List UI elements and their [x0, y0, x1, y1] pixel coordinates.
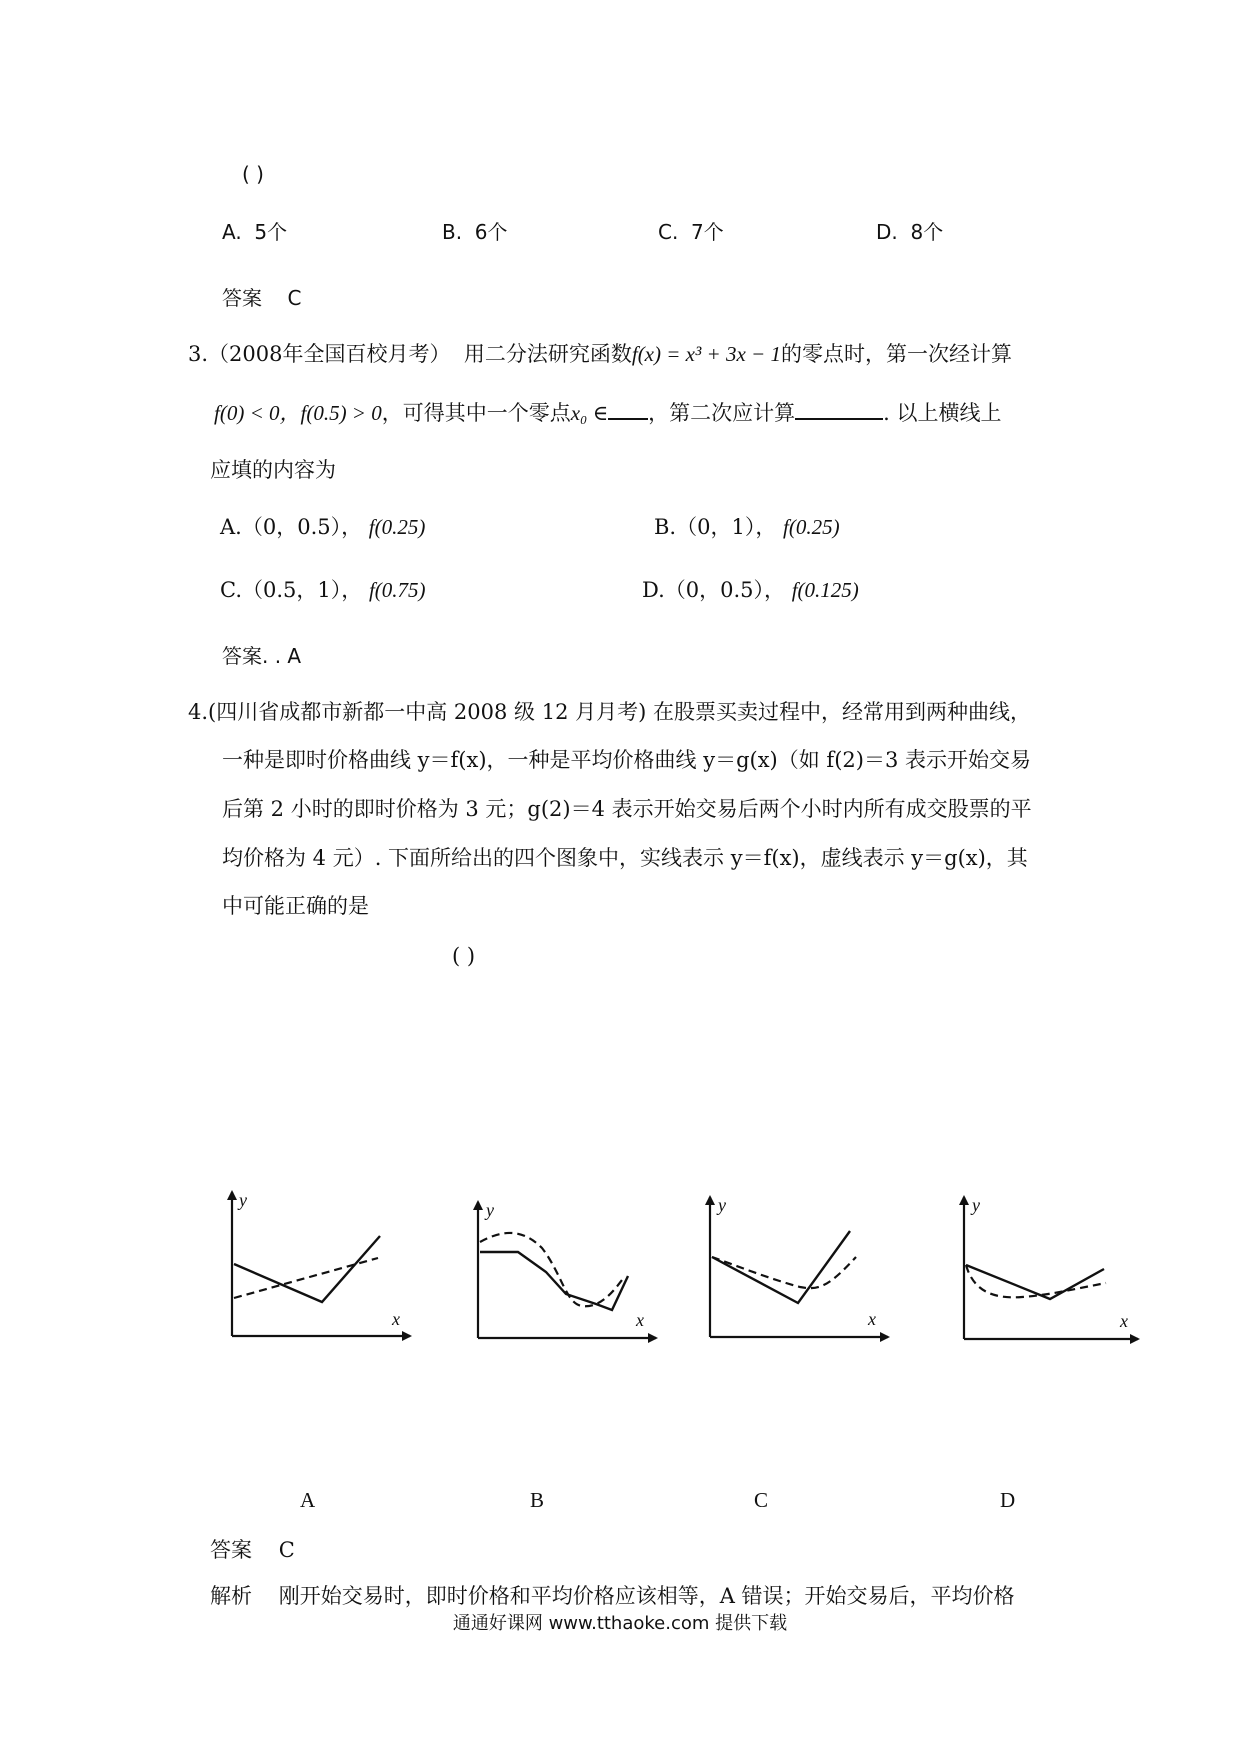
- q3-second-calc: ，第二次应计算: [648, 401, 796, 425]
- option-letter: A.: [220, 515, 242, 539]
- q2-answer-paren: ( ): [242, 162, 264, 186]
- instant-price-curve: [966, 1265, 1104, 1299]
- graph-b-label: B: [530, 1488, 545, 1512]
- q3-intro: 用二分法研究函数: [463, 342, 632, 366]
- q3-end-text: . 以上横线上: [883, 401, 1002, 425]
- analysis-text: 刚开始交易时，即时价格和平均价格应该相等，A 错误；开始交易后，平均价格: [278, 1584, 1015, 1608]
- graph-d-label: D: [1000, 1488, 1016, 1512]
- instant-price-curve: [234, 1236, 380, 1302]
- question-source: （2008年全国百校月考）: [208, 342, 451, 366]
- answer-label: 答案: [210, 1538, 252, 1562]
- average-price-curve: [480, 1233, 622, 1306]
- q3-option-d: [642, 576, 859, 604]
- y-axis-label: y: [718, 1195, 726, 1215]
- q2-answer: [222, 284, 301, 312]
- q3-line2: [214, 398, 1002, 427]
- q4-answer-paren: ( ): [452, 944, 476, 968]
- option-interval: （0，0.5），: [664, 578, 786, 602]
- graph-d: [954, 1195, 1154, 1355]
- x-axis-label: x: [868, 1309, 876, 1329]
- graph-c-label: C: [754, 1488, 769, 1512]
- graph-c: [700, 1195, 900, 1355]
- answer-value: C: [287, 286, 302, 310]
- q3-option-a: [220, 513, 425, 541]
- q3-mid-text: ，可得其中一个零点: [381, 401, 571, 425]
- q2-option-d: [876, 218, 943, 246]
- graph-a-label: A: [300, 1488, 316, 1512]
- y-axis-label: y: [486, 1200, 494, 1220]
- page-footer: 通通好课网 www.tthaoke.com 提供下载: [452, 1613, 788, 1634]
- y-axis-label: y: [239, 1190, 247, 1210]
- q3-line3: 应填的内容为: [210, 458, 336, 482]
- conditions: f(0) < 0，f(0.5) > 0: [214, 401, 382, 425]
- analysis-label: 解析: [210, 1584, 252, 1608]
- q2-option-c: [658, 218, 724, 246]
- option-value: f(0.125): [791, 578, 859, 602]
- q4-answer: [210, 1536, 295, 1564]
- answer-value: C: [278, 1538, 295, 1562]
- option-interval: （0，1），: [676, 515, 777, 539]
- answer-label: 答案: [222, 286, 262, 310]
- graph-b: [466, 1200, 666, 1360]
- question-number: 3.: [188, 342, 209, 366]
- option-text: 5个: [254, 220, 288, 244]
- option-value: f(0.75): [368, 578, 426, 602]
- q4-line4: 均价格为 4 元）. 下面所给出的四个图象中，实线表示 y＝f(x)，虚线表示 y＝g(x)，其: [222, 846, 1028, 870]
- x-axis-label: x: [392, 1309, 400, 1329]
- q3-after-function: 的零点时，第一次经计算: [780, 342, 1012, 366]
- q4-line5: 中可能正确的是: [222, 894, 369, 918]
- option-letter: B.: [654, 515, 677, 539]
- q4-analysis: [210, 1582, 1015, 1610]
- option-letter: C.: [220, 578, 242, 602]
- option-text: 7个: [691, 220, 724, 244]
- q3-line1: [188, 340, 1012, 368]
- option-value: f(0.25): [368, 515, 426, 539]
- question-number: 4.: [188, 700, 209, 724]
- option-interval: （0，0.5），: [241, 515, 363, 539]
- option-letter: C.: [658, 220, 679, 244]
- q2-option-a: [222, 218, 287, 246]
- option-letter: A.: [222, 220, 242, 244]
- q4-line1: [188, 698, 1031, 726]
- y-axis-label: y: [972, 1195, 980, 1215]
- option-text: 6个: [474, 220, 508, 244]
- answer-blank-1: [608, 398, 648, 420]
- option-letter: D.: [876, 220, 898, 244]
- function-expression: f(x) = x³ + 3x − 1: [631, 342, 781, 366]
- average-price-curve: [712, 1257, 856, 1288]
- q3-answer: [222, 642, 301, 670]
- x-axis-label: x: [636, 1310, 644, 1330]
- option-value: f(0.25): [783, 515, 840, 539]
- instant-price-curve: [712, 1231, 850, 1303]
- q3-option-c: [220, 576, 426, 604]
- q2-option-b: [442, 218, 508, 246]
- option-letter: B.: [442, 220, 463, 244]
- q4-line3: 后第 2 小时的即时价格为 3 元；g(2)＝4 表示开始交易后两个小时内所有成交股票的平: [222, 797, 1032, 821]
- instant-price-curve: [480, 1252, 628, 1310]
- answer-value: . . A: [262, 644, 302, 668]
- q3-option-b: [654, 513, 840, 541]
- answer-blank-2: [795, 398, 883, 420]
- option-interval: （0.5，1），: [242, 578, 363, 602]
- option-text: 8个: [910, 220, 944, 244]
- answer-label: 答案: [222, 644, 262, 668]
- x-axis-label: x: [1120, 1311, 1128, 1331]
- option-letter: D.: [642, 578, 665, 602]
- zero-symbol: x₀ ∈: [570, 401, 609, 425]
- q4-line2: 一种是即时价格曲线 y＝f(x)，一种是平均价格曲线 y＝g(x)（如 f(2)＝3 表示开始交易: [222, 748, 1031, 772]
- graph-a: [222, 1190, 422, 1350]
- q4-line1-text: (四川省成都市新都一中高 2008 级 12 月月考) 在股票买卖过程中，经常用到两种曲线，: [208, 700, 1031, 724]
